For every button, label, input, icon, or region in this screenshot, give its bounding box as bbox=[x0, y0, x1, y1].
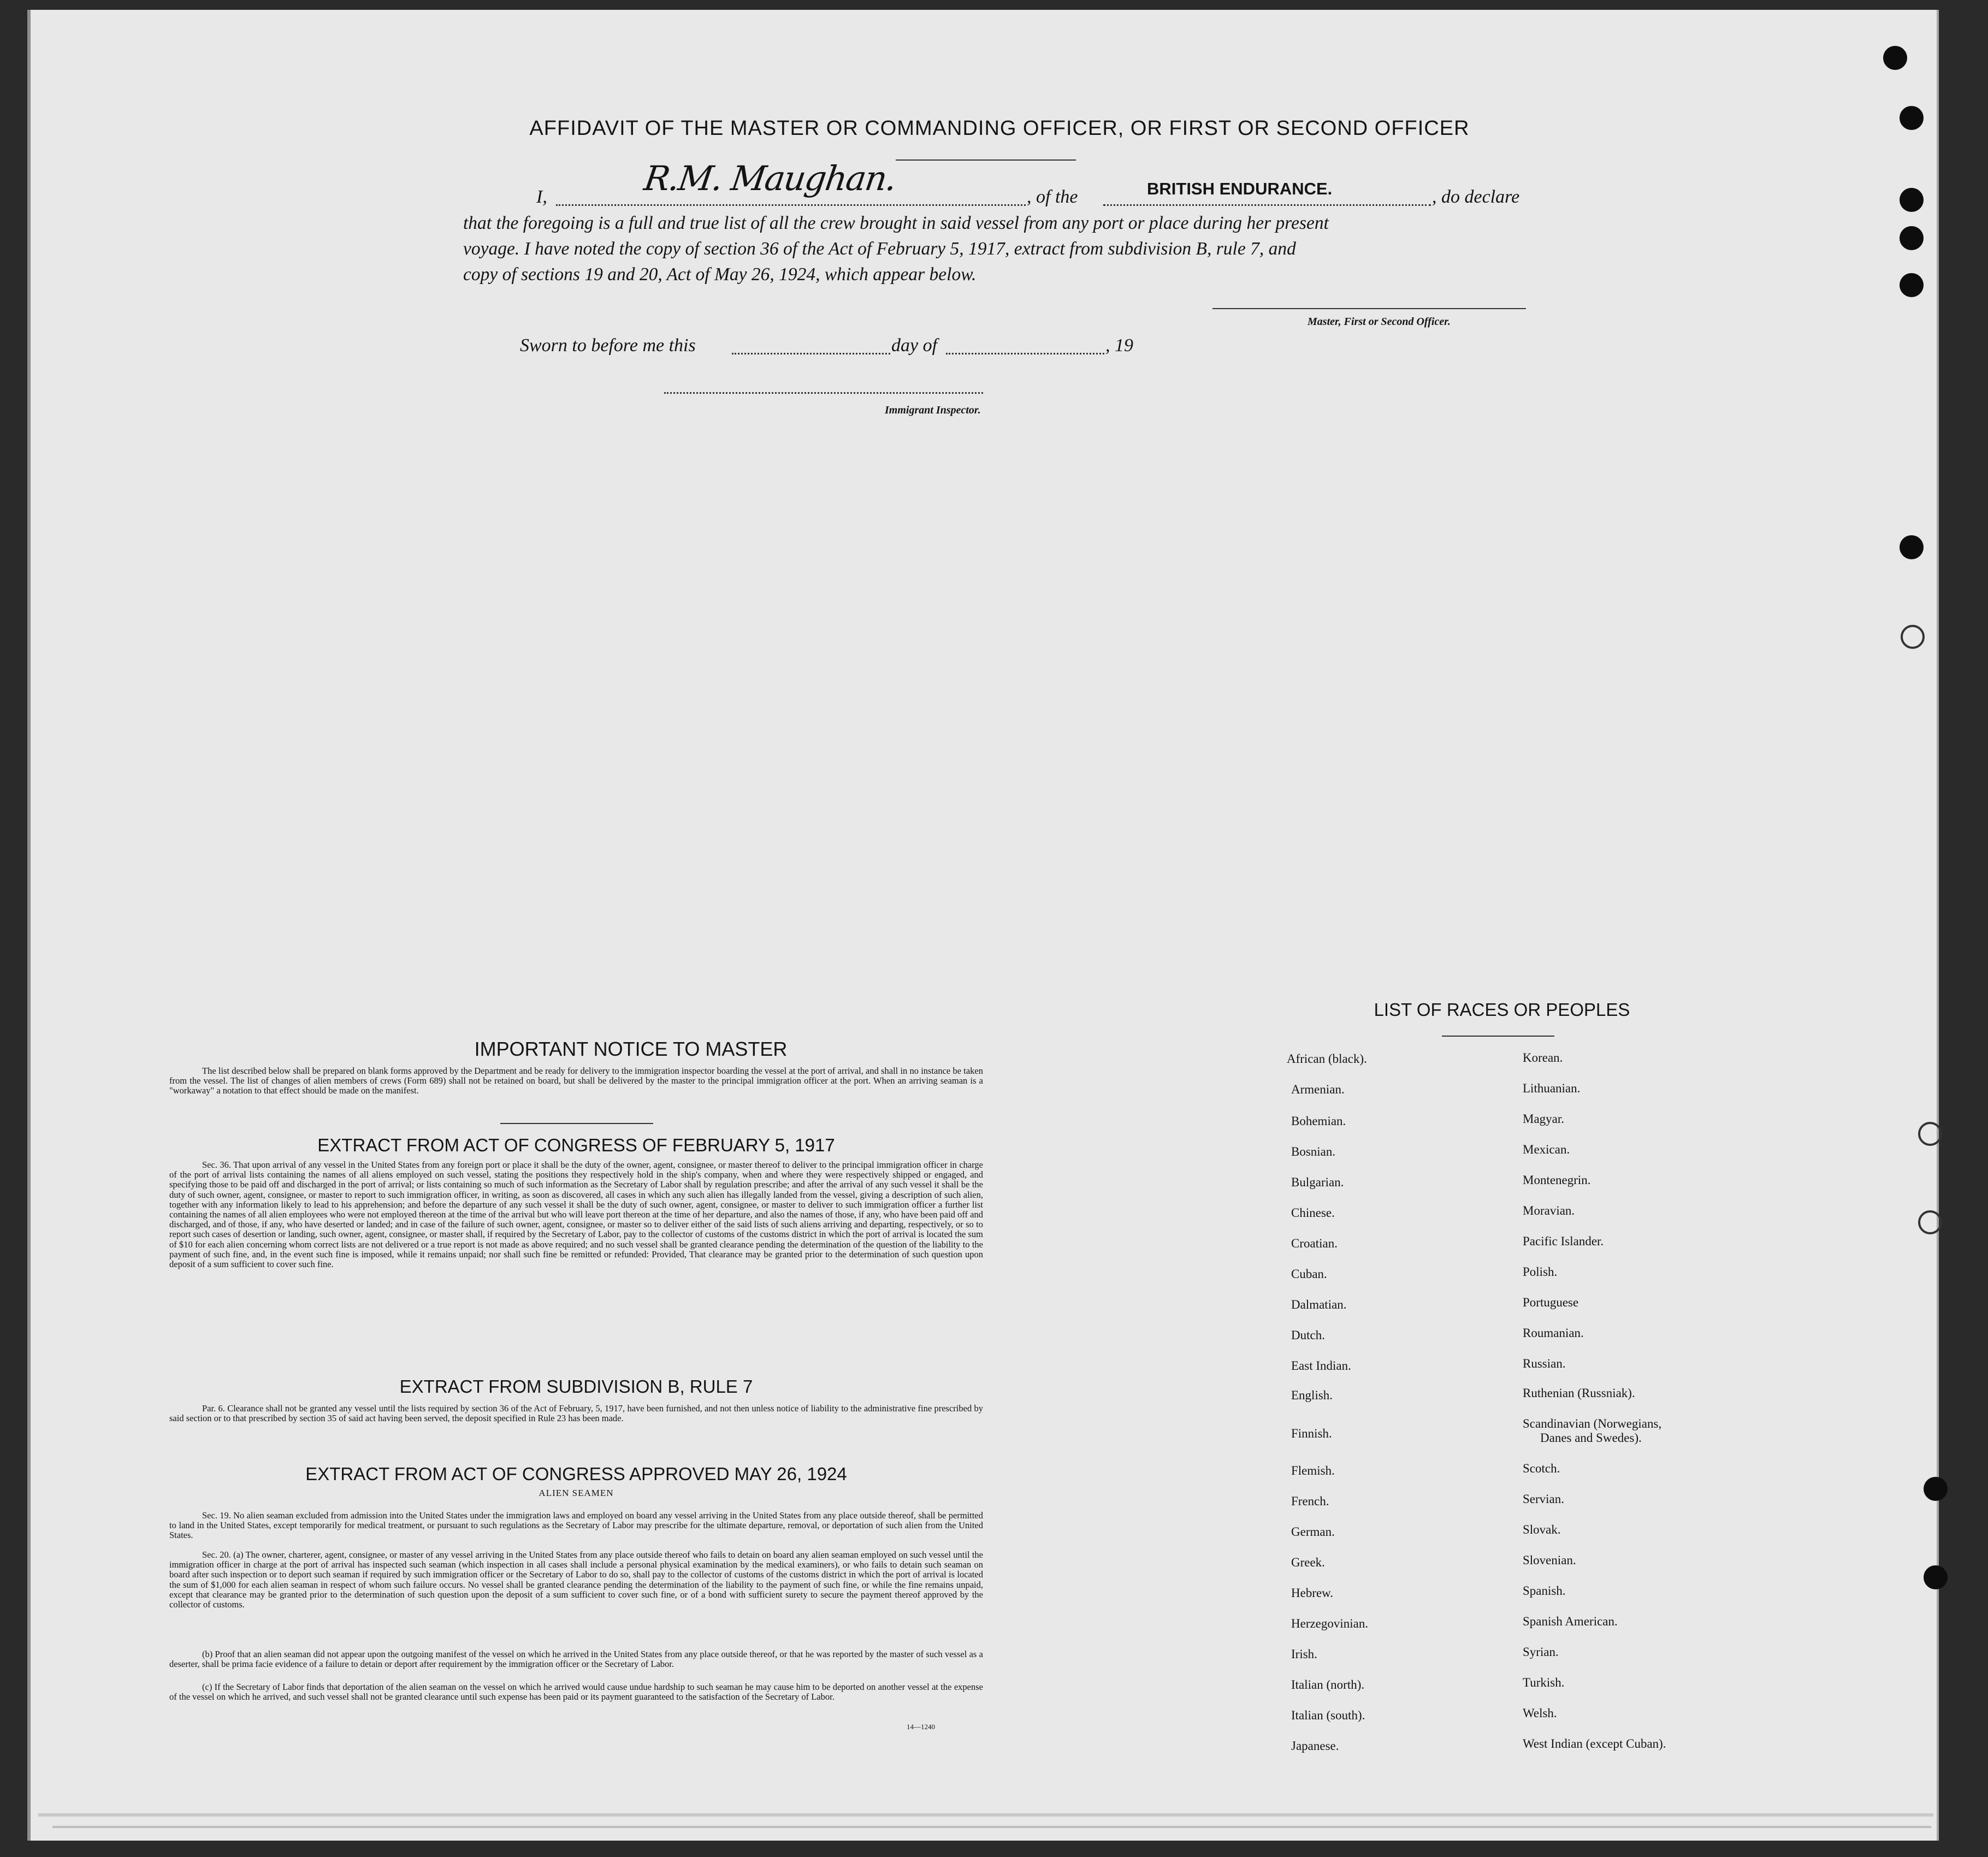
extract-1917-body: Sec. 36. That upon arrival of any vessel in the United States from any foreign port or place it shall be the duty of the owner, agent, consignee, or master thereof to deliver to the principal immigration officer in charge of the port of arrival lists containing the names of all aliens employed on such vessel, stating the positions they respectively hold in the ship's company, when and where they were respectively shipped or engaged, and specifying those to be paid off and discharged in the port of arrival; or lists containing so much of such information as the Secretary of Labor shall by regulation prescribe; and after the arrival of any such vessel it shall be the duty of such owner, agent, consignee, or master to report to such immigration officer, in writing, as soon as discovered, all cases in which any such alien has illegally landed from the vessel, giving a description of such alien, together with any information likely to lead to his apprehension; and before the departure of any such vessel it shall be the duty of such owner, agent, consignee, or master to deliver to such immigration officer a further list containing the names of all alien employees who were not employed thereon at the time of the arrival but who will leave port thereon at the time of her departure, and also the names of those, if any, who have been paid off and discharged, and of those, if any, who have deserted or landed; and in case of the failure of such owner, agent, consignee, or master so to deliver either of the said lists of such aliens arriving and departing, respectively, or so to report such cases of desertion or landing, such owner, agent, consignee, or master shall, if required by the Secretary of Labor, pay to the collector of customs of the customs district in which the port of arrival is located the sum of $10 for each alien concerning whom correct lists are not delivered or a true report is not made as above required; and no such vessel shall be granted clearance pending the determination of the question of the liability to the payment of such fine, and, in the event such fine is imposed, while it remains unpaid; nor shall such fine be remitted or refunded: Provided, That clearance may be granted prior to the determination of such question upon deposit of a sum sufficient to cover such fine. bbox=[169, 1160, 983, 1270]
race-left: Chinese. bbox=[1291, 1206, 1335, 1220]
vessel-name: BRITISH ENDURANCE. bbox=[1147, 179, 1333, 198]
race-left: Dutch. bbox=[1291, 1328, 1325, 1342]
race-right: Servian. bbox=[1523, 1492, 1565, 1506]
race-right: Turkish. bbox=[1523, 1676, 1565, 1689]
notice-rule bbox=[500, 1123, 653, 1124]
races-rule bbox=[1442, 1036, 1554, 1037]
of-the-label: , of the bbox=[1027, 187, 1078, 207]
race-right: Scandinavian (Norwegians, bbox=[1523, 1417, 1662, 1430]
declare-label: , do declare bbox=[1432, 187, 1520, 207]
master-sign-line bbox=[1212, 308, 1526, 309]
punch-hole bbox=[1900, 535, 1924, 559]
punch-hole bbox=[1901, 625, 1925, 649]
race-left: East Indian. bbox=[1291, 1359, 1351, 1373]
race-right: Scotch. bbox=[1523, 1462, 1560, 1475]
race-left: Flemish. bbox=[1291, 1464, 1335, 1477]
race-right: Pacific Islander. bbox=[1523, 1234, 1604, 1248]
punch-hole bbox=[1900, 273, 1924, 297]
year-label: , 19 bbox=[1105, 335, 1133, 356]
punch-hole bbox=[1918, 1210, 1942, 1234]
affidavit-title: AFFIDAVIT OF THE MASTER OR COMMANDING OFFICER, OR FIRST OR SECOND OFFICER bbox=[529, 117, 1470, 140]
affidavit-line-2: that the foregoing is a full and true list of all the crew brought in said vessel from any port or place during her present bbox=[463, 213, 1329, 233]
race-right: Mexican. bbox=[1523, 1143, 1570, 1156]
race-left: Bulgarian. bbox=[1291, 1175, 1344, 1189]
sec20b-body: (b) Proof that an alien seaman did not appear upon the outgoing manifest of the vessel on which he arrived in the United States from any place outside thereof, or that he was reported by the master of such vessel as a deserter, shall be prima facie evidence of a failure to detain or deport after requirement by the immigration officer or the Secretary of Labor. bbox=[169, 1649, 983, 1670]
race-left: Herzegovinian. bbox=[1291, 1617, 1369, 1630]
name-line bbox=[556, 204, 1026, 206]
race-right: Russian. bbox=[1523, 1357, 1566, 1370]
punch-hole bbox=[1900, 226, 1924, 250]
page-edge bbox=[38, 1813, 1933, 1817]
punch-hole bbox=[1924, 1477, 1948, 1501]
race-right: Magyar. bbox=[1523, 1112, 1565, 1126]
race-right: Syrian. bbox=[1523, 1645, 1559, 1659]
race-left: Italian (south). bbox=[1291, 1708, 1365, 1722]
affidavit-line-3: voyage. I have noted the copy of section 36 of the Act of February 5, 1917, extract from subdivision B, rule 7, and bbox=[463, 239, 1296, 259]
form-code: 14—1240 bbox=[907, 1723, 935, 1731]
punch-hole bbox=[1918, 1122, 1942, 1146]
race-left: German. bbox=[1291, 1525, 1335, 1539]
extract-rule7-title: EXTRACT FROM SUBDIVISION B, RULE 7 bbox=[399, 1376, 753, 1397]
race-right: Spanish American. bbox=[1523, 1614, 1618, 1628]
sec20c-body: (c) If the Secretary of Labor finds that deportation of the alien seaman on the vessel on which he arrived would cause undue hardship to such seaman he may cause him to be deported on another vessel at the expense of the vessel on which he arrived, and such vessel shall not be granted clearance until such expense has been paid or its payment guaranteed to the satisfaction of the Secretary of Labor. bbox=[169, 1682, 983, 1702]
race-right: Slovak. bbox=[1523, 1523, 1561, 1536]
vessel-line bbox=[1103, 204, 1431, 206]
race-right: West Indian (except Cuban). bbox=[1523, 1737, 1666, 1750]
sec20a-body: Sec. 20. (a) The owner, charterer, agent, consignee, or master of any vessel arriving in the United States from any place outside thereof who fails to detain on board any alien seaman employed on such vessel until the immigration officer in charge at the port of arrival has inspected such seaman (which inspection in all cases shall include a personal physical examination by the medical examiners), or who fails to detain such seaman on board after such inspection or to deport such seaman if required by such immigration officer or the Secretary of Labor to do so, shall pay to the collector of customs of the customs district in which the port of arrival is located the sum of $1,000 for each alien seaman in respect of whom such failure occurs. No vessel shall be granted clearance pending the determination of the liability to the payment of such fine, or while the fine remains unpaid, except that clearance may be granted prior to the determination of such question upon the deposit of a sum sufficient to cover such fine, or of a bond with sufficient surety to secure the payment thereof approved by the collector of customs. bbox=[169, 1550, 983, 1610]
race-right: Spanish. bbox=[1523, 1584, 1566, 1598]
extract-1917-title: EXTRACT FROM ACT OF CONGRESS OF FEBRUARY 5, 1917 bbox=[317, 1135, 835, 1155]
races-title: LIST OF RACES OR PEOPLES bbox=[1374, 1000, 1630, 1020]
inspector-sign-line bbox=[664, 392, 983, 394]
race-left: Bosnian. bbox=[1291, 1145, 1336, 1158]
race-left: Croatian. bbox=[1291, 1237, 1338, 1250]
affidavit-line-4: copy of sections 19 and 20, Act of May 26, 1924, which appear below. bbox=[463, 264, 977, 285]
page-edge bbox=[52, 1826, 1931, 1828]
race-left: Armenian. bbox=[1291, 1083, 1345, 1096]
race-right: Polish. bbox=[1523, 1265, 1558, 1279]
race-left: Irish. bbox=[1291, 1647, 1317, 1661]
race-right: Moravian. bbox=[1523, 1204, 1575, 1217]
notice-title: IMPORTANT NOTICE TO MASTER bbox=[474, 1038, 788, 1060]
race-left: Cuban. bbox=[1291, 1267, 1327, 1281]
race-left: Greek. bbox=[1291, 1556, 1325, 1569]
alien-seamen-subtitle: ALIEN SEAMEN bbox=[539, 1488, 614, 1498]
master-caption: Master, First or Second Officer. bbox=[1307, 316, 1451, 328]
punch-hole bbox=[1900, 106, 1924, 130]
punch-hole bbox=[1883, 46, 1907, 70]
notice-body: The list described below shall be prepared on blank forms approved by the Department and be ready for delivery to the immigration inspector boarding the vessel at the port of arrival, and shall in no instance be taken from the vessel. The list of changes of alien members of crews (Form 689) shall not be retained on board, but shall be delivered by the master to the principal immigration officer at the port. When an arriving seaman is a "workaway" a notation to that effect should be made on the manifest. bbox=[169, 1066, 983, 1096]
race-left: Finnish. bbox=[1291, 1427, 1332, 1440]
race-right: Roumanian. bbox=[1523, 1326, 1584, 1340]
sec19-body: Sec. 19. No alien seaman excluded from admission into the United States under the immigration laws and employed on board any vessel arriving in the United States from any place outside thereof, shall be permitted to land in the United States, except temporarily for medical treatment, or pursuant to such regulations as the Secretary of Labor may prescribe for the ultimate departure, removal, or deportation of such alien from the United States. bbox=[169, 1510, 983, 1541]
i-label: I, bbox=[536, 187, 547, 207]
race-left: African (black). bbox=[1287, 1052, 1367, 1066]
race-left: Italian (north). bbox=[1291, 1678, 1365, 1692]
master-signature: R.M. Maughan. bbox=[641, 158, 899, 198]
race-left: English. bbox=[1291, 1388, 1333, 1402]
race-left: Japanese. bbox=[1291, 1739, 1339, 1753]
sworn-label: Sworn to before me this bbox=[520, 335, 696, 356]
race-right: Danes and Swedes). bbox=[1540, 1431, 1642, 1445]
extract-1924-title: EXTRACT FROM ACT OF CONGRESS APPROVED MAY 26, 1924 bbox=[305, 1464, 847, 1484]
inspector-caption: Immigrant Inspector. bbox=[885, 404, 981, 416]
race-right: Slovenian. bbox=[1523, 1553, 1576, 1567]
punch-hole bbox=[1900, 188, 1924, 212]
race-left: French. bbox=[1291, 1494, 1329, 1508]
race-right: Korean. bbox=[1523, 1051, 1563, 1064]
race-right: Welsh. bbox=[1523, 1706, 1557, 1720]
race-right: Ruthenian (Russniak). bbox=[1523, 1386, 1635, 1400]
title-rule bbox=[896, 159, 1076, 161]
sworn-month-line bbox=[946, 353, 1104, 354]
race-right: Portuguese bbox=[1523, 1296, 1579, 1309]
race-right: Montenegrin. bbox=[1523, 1173, 1591, 1187]
race-left: Bohemian. bbox=[1291, 1114, 1346, 1128]
day-of-label: day of bbox=[891, 335, 938, 356]
race-left: Dalmatian. bbox=[1291, 1298, 1347, 1311]
sworn-day-line bbox=[732, 353, 890, 354]
extract-rule7-body: Par. 6. Clearance shall not be granted any vessel until the lists required by section 36 of the Act of February, 5, 1917, have been furnished, and not then unless notice of liability to the administrative fine prescribed by said section or to that prescribed by section 35 of said act having been served, the deposit specified in Rule 23 has been made. bbox=[169, 1403, 983, 1424]
punch-hole bbox=[1924, 1565, 1948, 1589]
race-right: Lithuanian. bbox=[1523, 1081, 1581, 1095]
race-left: Hebrew. bbox=[1291, 1586, 1334, 1600]
